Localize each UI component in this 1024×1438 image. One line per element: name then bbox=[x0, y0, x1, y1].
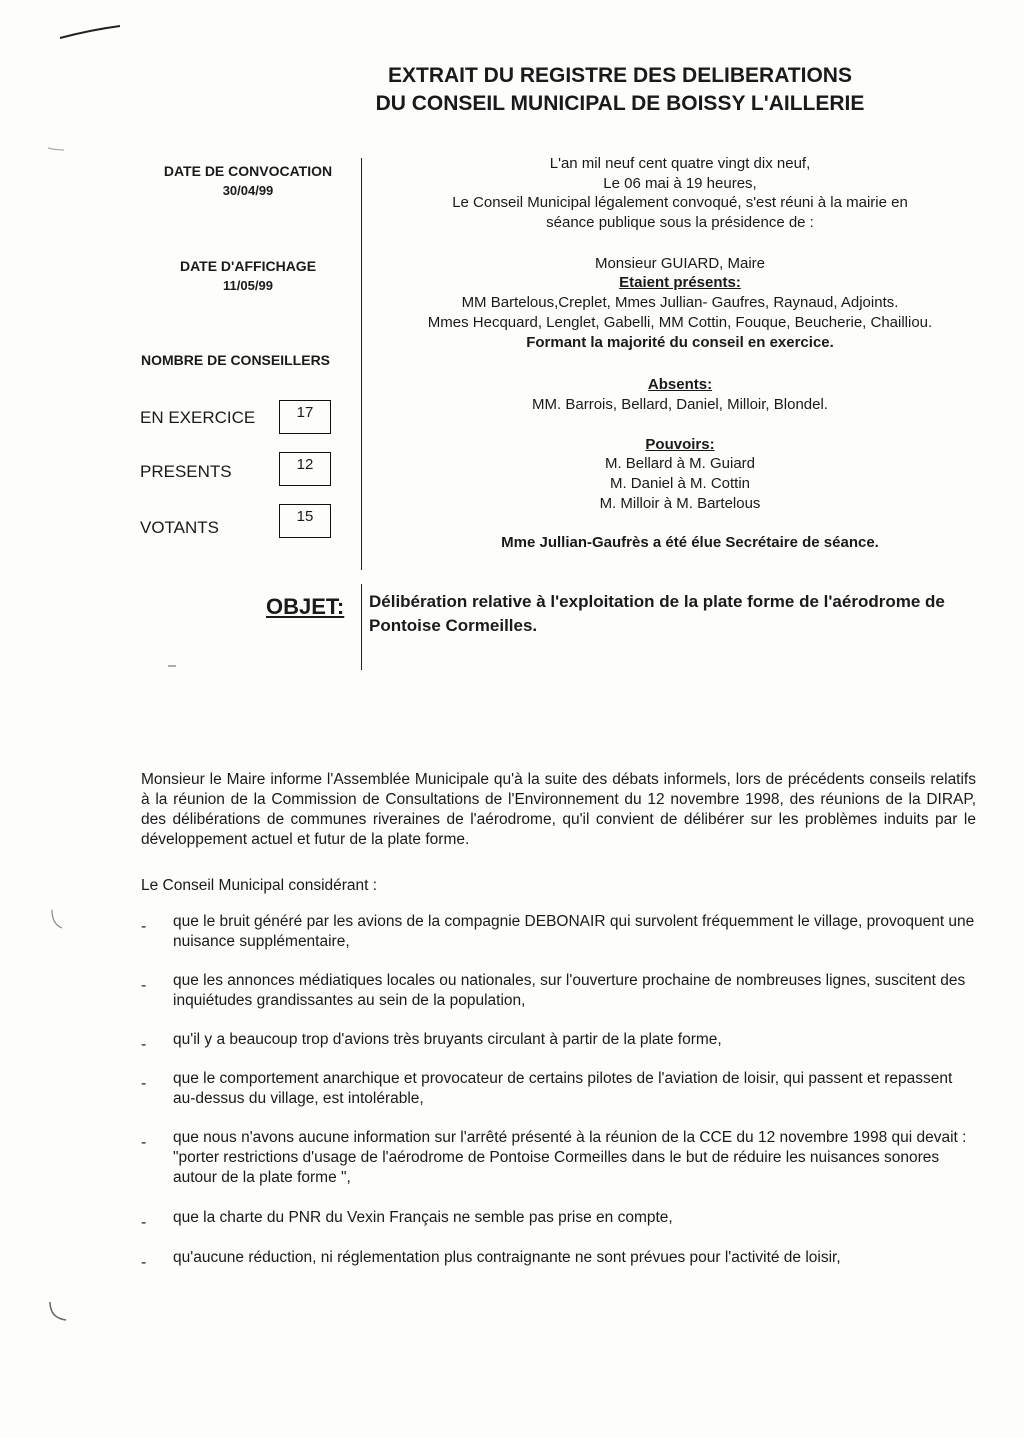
list-item: que la charte du PNR du Vexin Français ne semble pas prise en compte, bbox=[173, 1209, 673, 1226]
list-item: que nous n'avons aucune information sur l'arrêté présenté à la réunion de la CCE du 12 novembre 1998 qui devait : "porter restrictions d'usage de l'aérodrome de Pontoise Cormeilles dans le but de réduire les nuisances sonores autour de la plate forme ", bbox=[173, 1129, 967, 1186]
column-divider bbox=[361, 158, 362, 570]
page-title-line1: EXTRAIT DU REGISTRE DES DELIBERATIONS bbox=[388, 64, 852, 87]
objet-label: OBJET: bbox=[266, 594, 345, 619]
absents-line: MM. Barrois, Bellard, Daniel, Milloir, Blondel. bbox=[532, 396, 828, 413]
absents-heading: Absents: bbox=[647, 376, 713, 393]
bullet-dash: - bbox=[141, 1036, 147, 1053]
pouvoirs-heading: Pouvoirs: bbox=[645, 436, 715, 453]
bullet-dash: - bbox=[141, 977, 147, 994]
header-line2: Le 06 mai à 19 heures, bbox=[603, 175, 757, 192]
convocation-date: 30/04/99 bbox=[222, 183, 274, 198]
count-box-presents: 12 bbox=[279, 452, 331, 486]
presents-line1: MM Bartelous,Creplet, Mmes Jullian- Gaufres, Raynaud, Adjoints. bbox=[461, 294, 899, 311]
list-item: que les annonces médiatiques locales ou nationales, sur l'ouverture prochaine de nombreuses lignes, suscitent des inquiétudes grandissantes au sein de la population, bbox=[173, 972, 966, 1009]
header-line1: L'an mil neuf cent quatre vingt dix neuf, bbox=[549, 155, 811, 172]
list-item: que le bruit généré par les avions de la compagnie DEBONAIR qui survolent fréquemment le village, provoquent une nuisance supplémentaire, bbox=[173, 913, 975, 950]
pouvoir-item: M. Milloir à M. Bartelous bbox=[599, 495, 761, 512]
affichage-label: DATE D'AFFICHAGE bbox=[179, 258, 317, 274]
header-line3: Le Conseil Municipal légalement convoqué, s'est réuni à la mairie en bbox=[452, 194, 908, 211]
count-label-votants: VOTANTS bbox=[140, 518, 220, 537]
objet-text: Délibération relative à l'exploitation de la plate forme de l'aérodrome de Pontoise Cormeilles. bbox=[369, 592, 945, 635]
presents-line2: Mmes Hecquard, Lenglet, Gabelli, MM Cottin, Fouque, Beucherie, Chailliou. bbox=[427, 314, 933, 331]
list-item: que le comportement anarchique et provocateur de certains pilotes de l'aviation de loisir, qui passent et repassent au-dessus du village, est intolérable, bbox=[173, 1070, 953, 1107]
bullet-dash: - bbox=[141, 1214, 147, 1231]
secretaire-line: Mme Jullian-Gaufrès a été élue Secrétaire de séance. bbox=[501, 534, 879, 551]
list-item: qu'aucune réduction, ni réglementation plus contraignante ne sont prévues pour l'activité de loisir, bbox=[173, 1249, 841, 1266]
bullet-dash: - bbox=[141, 1075, 147, 1092]
presents-heading: Etaient présents: bbox=[619, 274, 741, 291]
convocation-label: DATE DE CONVOCATION bbox=[163, 163, 333, 179]
intro-paragraph: Monsieur le Maire informe l'Assemblée Municipale qu'à la suite des débats informels, lors de précédents conseils relatifs à la réunion de la Commission de Consultations de l'Environnement du 12 novembre 1998, des réunions de la DIRAP, des délibérations de communes riveraines de l'aérodrome, qu'il convient de délibérer sur les problèmes induits par le développement actuel et futur de la plate forme. bbox=[141, 771, 976, 848]
count-label-presents: PRESENTS bbox=[140, 462, 232, 481]
considerant-line: Le Conseil Municipal considérant : bbox=[141, 877, 378, 894]
bullet-dash: - bbox=[141, 1134, 147, 1151]
bullet-dash: - bbox=[141, 918, 147, 935]
page-title-line2: DU CONSEIL MUNICIPAL DE BOISSY L'AILLERIE bbox=[375, 92, 865, 115]
majority-line: Formant la majorité du conseil en exercice. bbox=[526, 334, 834, 351]
pouvoir-item: M. Bellard à M. Guiard bbox=[604, 455, 756, 472]
conseillers-label: NOMBRE DE CONSEILLERS bbox=[141, 352, 331, 368]
list-item: qu'il y a beaucoup trop d'avions très bruyants circulant à partir de la plate forme, bbox=[173, 1031, 722, 1048]
president: Monsieur GUIARD, Maire bbox=[594, 255, 766, 272]
count-box-exercice: 17 bbox=[279, 400, 331, 434]
count-box-votants: 15 bbox=[279, 504, 331, 538]
header-line4: séance publique sous la présidence de : bbox=[546, 214, 814, 231]
affichage-date: 11/05/99 bbox=[223, 278, 273, 293]
objet-divider bbox=[361, 584, 362, 670]
pouvoir-item: M. Daniel à M. Cottin bbox=[609, 475, 751, 492]
count-label-exercice: EN EXERCICE bbox=[140, 408, 256, 427]
bullet-dash: - bbox=[141, 1254, 147, 1271]
